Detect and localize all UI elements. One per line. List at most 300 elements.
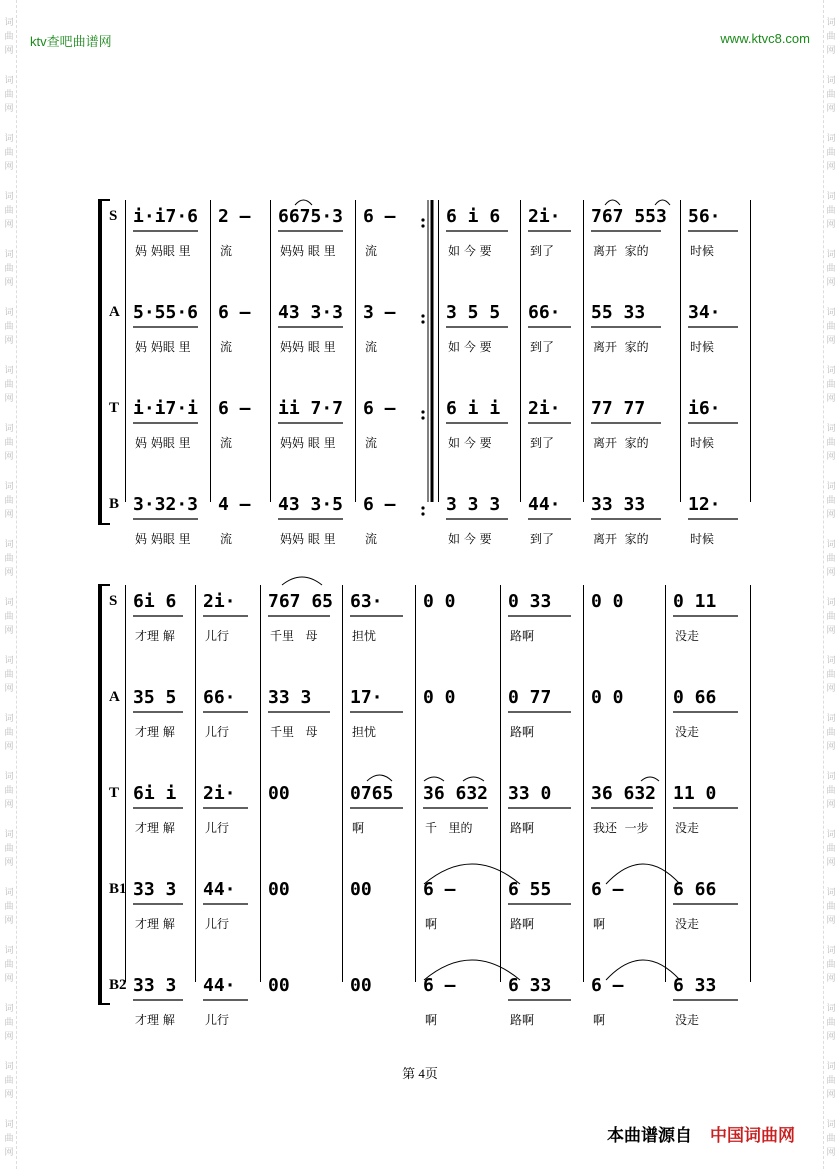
watermark-char: 曲	[826, 1134, 836, 1144]
watermark-char: 网	[4, 1090, 14, 1100]
watermark-char: 曲	[826, 554, 836, 564]
measure-lyric: 流	[220, 532, 233, 546]
measure-lyric: 千里 母	[270, 629, 318, 643]
measure-lyric: 儿行	[205, 629, 230, 643]
measure-lyric: 路啊	[510, 821, 535, 835]
measure-notes: 5·55·6	[133, 302, 199, 323]
measure-lyric: 没走	[675, 1013, 700, 1027]
watermark-char: 词	[826, 830, 836, 840]
watermark-char: 词	[4, 366, 14, 376]
watermark-char: 曲	[826, 264, 836, 274]
watermark-char: 网	[4, 394, 14, 404]
measure-lyric: 流	[365, 340, 378, 354]
watermark-char: 词	[826, 540, 836, 550]
slur	[295, 200, 312, 205]
part-label: T	[109, 400, 120, 416]
watermark-char: 词	[4, 1004, 14, 1014]
watermark-char: 网	[4, 916, 14, 926]
system-bracket	[98, 585, 102, 1004]
slur	[282, 577, 322, 585]
measure-notes: 2i·	[528, 206, 561, 227]
repeat-dot	[421, 416, 424, 419]
watermark-char: 网	[4, 452, 14, 462]
watermark-char: 网	[4, 220, 14, 230]
measure-notes: 00	[350, 975, 372, 996]
measure-notes: 33 33	[591, 494, 646, 515]
watermark-char: 网	[826, 568, 836, 578]
barline	[750, 585, 751, 982]
watermark-char: 词	[826, 598, 836, 608]
measure-notes: 6675·3	[278, 206, 344, 227]
barline	[342, 585, 343, 982]
watermark-char: 网	[826, 278, 836, 288]
measure-notes: 6i 6	[133, 591, 177, 612]
measure-lyric: 如 今 要	[448, 244, 492, 258]
watermark-char: 词	[826, 1004, 836, 1014]
measure-notes: 3 3 3	[446, 494, 501, 515]
measure-notes: 66·	[203, 687, 236, 708]
measure-lyric: 离开 家的	[593, 532, 649, 546]
measure-notes: ii 7·7	[278, 398, 344, 419]
part-label: S	[109, 208, 118, 224]
measure-notes: i·i7·6	[133, 206, 199, 227]
measure-notes: 0 77	[508, 687, 552, 708]
watermark-char: 词	[826, 946, 836, 956]
watermark-char: 词	[4, 308, 14, 318]
watermark-char: 词	[826, 424, 836, 434]
watermark-char: 曲	[4, 728, 14, 738]
watermark-char: 词	[826, 250, 836, 260]
watermark-char: 曲	[826, 1018, 836, 1028]
credit-site-link[interactable]: 中国词曲网	[710, 1126, 795, 1146]
measure-notes: 00	[268, 975, 290, 996]
measure-notes: 43 3·3	[278, 302, 344, 323]
measure-lyric: 路啊	[510, 725, 535, 739]
watermark-char: 网	[826, 1148, 836, 1158]
watermark-char: 词	[826, 656, 836, 666]
measure-notes: 6 –	[363, 398, 396, 419]
source-credit	[607, 1121, 795, 1146]
watermark-char: 曲	[4, 1076, 14, 1086]
part-label: A	[109, 304, 120, 320]
watermark-char: 曲	[4, 496, 14, 506]
watermark-char: 词	[4, 772, 14, 782]
measure-lyric: 路啊	[510, 629, 535, 643]
measure-notes: 36 632	[591, 783, 657, 804]
watermark-char: 曲	[4, 902, 14, 912]
part-label: S	[109, 593, 118, 609]
measure-lyric: 千里 母	[270, 725, 318, 739]
barline	[125, 585, 126, 982]
barline	[195, 585, 196, 982]
watermark-right	[823, 0, 838, 1169]
watermark-char: 曲	[826, 844, 836, 854]
watermark-char: 曲	[826, 438, 836, 448]
measure-notes: 44·	[203, 879, 236, 900]
barline	[583, 585, 584, 982]
watermark-char: 曲	[826, 322, 836, 332]
measure-notes: 6 –	[363, 494, 396, 515]
watermark-char: 网	[826, 162, 836, 172]
watermark-char: 词	[4, 714, 14, 724]
site-name-left[interactable]: ktv查吧曲谱网	[30, 34, 112, 49]
watermark-char: 词	[4, 656, 14, 666]
watermark-char: 网	[4, 104, 14, 114]
measure-notes: 63·	[350, 591, 383, 612]
measure-notes: 00	[268, 879, 290, 900]
watermark-char: 词	[4, 250, 14, 260]
watermark-char: 曲	[4, 438, 14, 448]
measure-lyric: 千 里的	[425, 821, 473, 835]
measure-notes: 0765	[350, 783, 394, 804]
watermark-char: 网	[826, 1032, 836, 1042]
measure-notes: 12·	[688, 494, 721, 515]
measure-notes: 0 0	[423, 687, 456, 708]
watermark-char: 网	[4, 278, 14, 288]
barline	[680, 200, 681, 502]
measure-notes: 33 3	[268, 687, 312, 708]
measure-lyric: 到了	[530, 436, 555, 450]
measure-lyric: 啊	[425, 1013, 438, 1027]
repeat-dot	[421, 320, 424, 323]
measure-notes: 43 3·5	[278, 494, 344, 515]
measure-notes: 00	[350, 879, 372, 900]
measure-lyric: 如 今 要	[448, 436, 492, 450]
watermark-char: 词	[4, 946, 14, 956]
watermark-char: 曲	[4, 322, 14, 332]
repeat-dot	[421, 410, 424, 413]
measure-lyric: 路啊	[510, 1013, 535, 1027]
measure-lyric: 才理 解	[135, 917, 175, 931]
measure-lyric: 没走	[675, 725, 700, 739]
measure-notes: 33 0	[508, 783, 552, 804]
watermark-char: 词	[4, 540, 14, 550]
slur	[463, 777, 484, 781]
watermark-char: 词	[4, 598, 14, 608]
measure-lyric: 到了	[530, 340, 555, 354]
measure-notes: 36 632	[423, 783, 489, 804]
watermark-char: 曲	[826, 786, 836, 796]
measure-notes: 767 65	[268, 591, 334, 612]
measure-lyric: 没走	[675, 629, 700, 643]
measure-lyric: 流	[220, 340, 233, 354]
watermark-char: 曲	[4, 32, 14, 42]
measure-lyric: 妈妈 眼 里	[280, 532, 336, 546]
measure-notes: 3 –	[363, 302, 396, 323]
watermark-char: 网	[826, 46, 836, 56]
measure-notes: 6 55	[508, 879, 552, 900]
repeat-dot	[421, 314, 424, 317]
measure-notes: 2i·	[203, 591, 236, 612]
watermark-char: 曲	[4, 844, 14, 854]
part-label: A	[109, 689, 120, 705]
watermark-char: 网	[4, 510, 14, 520]
watermark-char: 网	[4, 1032, 14, 1042]
watermark-char: 词	[4, 482, 14, 492]
measure-lyric: 离开 家的	[593, 340, 649, 354]
barline	[583, 200, 584, 502]
page-number: 第 4页	[402, 1066, 438, 1081]
measure-lyric: 啊	[352, 821, 365, 835]
measure-lyric: 才理 解	[135, 629, 175, 643]
watermark-char: 曲	[826, 32, 836, 42]
measure-notes: 6 –	[218, 398, 251, 419]
barline	[210, 200, 211, 502]
watermark-char: 词	[4, 1062, 14, 1072]
watermark-char: 网	[4, 800, 14, 810]
measure-notes: 2i·	[528, 398, 561, 419]
measure-notes: 6 –	[218, 302, 251, 323]
watermark-char: 曲	[4, 206, 14, 216]
measure-lyric: 没走	[675, 821, 700, 835]
measure-lyric: 时候	[690, 532, 715, 546]
watermark-char: 网	[826, 800, 836, 810]
watermark-char: 词	[826, 772, 836, 782]
measure-lyric: 时候	[690, 340, 715, 354]
measure-lyric: 妈妈 眼 里	[280, 244, 336, 258]
watermark-char: 词	[4, 888, 14, 898]
watermark-char: 曲	[826, 206, 836, 216]
watermark-char: 词	[826, 482, 836, 492]
measure-notes: 6 –	[363, 206, 396, 227]
measure-notes: 6 33	[508, 975, 552, 996]
measure-notes: 6 –	[591, 975, 624, 996]
watermark-char: 网	[826, 510, 836, 520]
site-url-right[interactable]: www.ktvc8.com	[720, 31, 810, 46]
measure-notes: 55 33	[591, 302, 646, 323]
watermark-char: 曲	[4, 148, 14, 158]
system-bracket	[98, 200, 102, 524]
measure-notes: 33 3	[133, 975, 177, 996]
watermark-char: 网	[826, 858, 836, 868]
barline	[415, 585, 416, 982]
slur	[424, 777, 444, 781]
barline	[355, 200, 356, 502]
measure-lyric: 妈妈 眼 里	[280, 436, 336, 450]
barline	[260, 585, 261, 982]
watermark-char: 网	[826, 104, 836, 114]
measure-lyric: 才理 解	[135, 1013, 175, 1027]
measure-notes: 00	[268, 783, 290, 804]
measure-notes: 77 77	[591, 398, 646, 419]
watermark-char: 词	[826, 192, 836, 202]
watermark-char: 网	[826, 452, 836, 462]
measure-lyric: 妈 妈眼 里	[135, 532, 191, 546]
repeat-dot	[421, 218, 424, 221]
watermark-char: 曲	[4, 380, 14, 390]
measure-lyric: 妈 妈眼 里	[135, 436, 191, 450]
watermark-char: 网	[4, 46, 14, 56]
watermark-char: 网	[826, 742, 836, 752]
part-label: B	[109, 496, 120, 512]
measure-lyric: 路啊	[510, 917, 535, 931]
part-label: B2	[109, 977, 127, 993]
measure-notes: 0 0	[423, 591, 456, 612]
watermark-char: 词	[4, 76, 14, 86]
measure-lyric: 儿行	[205, 1013, 230, 1027]
watermark-char: 词	[4, 424, 14, 434]
measure-lyric: 没走	[675, 917, 700, 931]
watermark-char: 网	[4, 568, 14, 578]
slur	[605, 200, 620, 205]
measure-lyric: 到了	[530, 244, 555, 258]
watermark-char: 曲	[826, 148, 836, 158]
slur	[655, 200, 670, 205]
barline	[500, 585, 501, 982]
measure-notes: 6i i	[133, 783, 177, 804]
measure-notes: 0 66	[673, 687, 717, 708]
watermark-char: 曲	[4, 554, 14, 564]
watermark-char: 网	[4, 1148, 14, 1158]
measure-notes: 44·	[203, 975, 236, 996]
measure-lyric: 时候	[690, 244, 715, 258]
measure-notes: 2 –	[218, 206, 251, 227]
watermark-char: 词	[826, 714, 836, 724]
measure-notes: 66·	[528, 302, 561, 323]
watermark-char: 网	[826, 394, 836, 404]
measure-lyric: 流	[220, 436, 233, 450]
measure-lyric: 儿行	[205, 917, 230, 931]
measure-notes: 3·32·3	[133, 494, 199, 515]
watermark-char: 网	[826, 684, 836, 694]
watermark-char: 曲	[826, 496, 836, 506]
barline	[125, 200, 126, 502]
watermark-char: 词	[4, 18, 14, 28]
measure-lyric: 儿行	[205, 821, 230, 835]
measure-notes: 35 5	[133, 687, 177, 708]
measure-notes: 11 0	[673, 783, 717, 804]
watermark-char: 曲	[826, 902, 836, 912]
slur	[367, 775, 392, 781]
measure-lyric: 担忧	[352, 725, 377, 739]
watermark-char: 网	[826, 626, 836, 636]
watermark-char: 曲	[4, 90, 14, 100]
measure-lyric: 到了	[530, 532, 555, 546]
watermark-char: 曲	[826, 728, 836, 738]
measure-notes: i6·	[688, 398, 721, 419]
watermark-char: 网	[4, 974, 14, 984]
watermark-char: 词	[826, 308, 836, 318]
watermark-char: 曲	[4, 264, 14, 274]
watermark-char: 词	[4, 1120, 14, 1130]
measure-lyric: 妈 妈眼 里	[135, 244, 191, 258]
watermark-char: 网	[826, 1090, 836, 1100]
measure-lyric: 担忧	[352, 629, 377, 643]
watermark-char: 词	[826, 366, 836, 376]
watermark-char: 曲	[826, 380, 836, 390]
barline	[750, 200, 751, 502]
watermark-char: 网	[4, 742, 14, 752]
watermark-char: 曲	[4, 670, 14, 680]
watermark-char: 曲	[826, 612, 836, 622]
measure-notes: 6 –	[591, 879, 624, 900]
part-label: T	[109, 785, 120, 801]
watermark-char: 网	[826, 336, 836, 346]
measure-notes: 2i·	[203, 783, 236, 804]
measure-notes: 767 553	[591, 206, 667, 227]
measure-notes: 34·	[688, 302, 721, 323]
measure-lyric: 如 今 要	[448, 340, 492, 354]
slur	[641, 777, 659, 781]
part-label: B1	[109, 881, 127, 897]
watermark-char: 词	[826, 134, 836, 144]
watermark-char: 曲	[826, 90, 836, 100]
measure-notes: 4 –	[218, 494, 251, 515]
repeat-dot	[421, 506, 424, 509]
watermark-char: 网	[4, 626, 14, 636]
measure-lyric: 流	[365, 436, 378, 450]
measure-lyric: 妈妈 眼 里	[280, 340, 336, 354]
watermark-char: 曲	[4, 960, 14, 970]
measure-lyric: 妈 妈眼 里	[135, 340, 191, 354]
measure-lyric: 啊	[593, 917, 606, 931]
repeat-dot	[421, 224, 424, 227]
measure-lyric: 我还 一步	[593, 821, 649, 835]
barline	[665, 585, 666, 982]
watermark-char: 词	[4, 830, 14, 840]
watermark-char: 曲	[826, 670, 836, 680]
measure-notes: 56·	[688, 206, 721, 227]
watermark-char: 词	[4, 192, 14, 202]
measure-notes: 0 11	[673, 591, 717, 612]
watermark-char: 网	[4, 684, 14, 694]
measure-notes: 6 –	[423, 975, 456, 996]
barline	[270, 200, 271, 502]
barline	[520, 200, 521, 502]
measure-lyric: 啊	[425, 917, 438, 931]
watermark-char: 网	[4, 162, 14, 172]
measure-lyric: 流	[365, 244, 378, 258]
measure-lyric: 离开 家的	[593, 244, 649, 258]
measure-lyric: 时候	[690, 436, 715, 450]
watermark-char: 网	[826, 974, 836, 984]
measure-lyric: 才理 解	[135, 821, 175, 835]
watermark-char: 曲	[4, 1018, 14, 1028]
measure-notes: 0 0	[591, 687, 624, 708]
watermark-char: 曲	[4, 1134, 14, 1144]
measure-notes: 44·	[528, 494, 561, 515]
measure-notes: 0 33	[508, 591, 552, 612]
watermark-char: 网	[826, 220, 836, 230]
credit-text: 本曲谱源自	[607, 1126, 692, 1146]
measure-notes: i·i7·i	[133, 398, 199, 419]
measure-lyric: 流	[365, 532, 378, 546]
watermark-char: 曲	[826, 960, 836, 970]
measure-notes: 0 0	[591, 591, 624, 612]
measure-notes: 6 33	[673, 975, 717, 996]
watermark-char: 曲	[826, 1076, 836, 1086]
measure-notes: 6 –	[423, 879, 456, 900]
measure-lyric: 才理 解	[135, 725, 175, 739]
measure-notes: 17·	[350, 687, 383, 708]
repeat-dot	[421, 512, 424, 515]
watermark-char: 网	[826, 916, 836, 926]
watermark-left	[2, 0, 17, 1169]
watermark-char: 曲	[4, 786, 14, 796]
watermark-char: 词	[826, 18, 836, 28]
watermark-char: 词	[826, 888, 836, 898]
watermark-char: 词	[826, 1062, 836, 1072]
watermark-char: 词	[4, 134, 14, 144]
measure-notes: 6 66	[673, 879, 717, 900]
watermark-char: 网	[4, 858, 14, 868]
watermark-char: 曲	[4, 612, 14, 622]
measure-lyric: 儿行	[205, 725, 230, 739]
measure-notes: 3 5 5	[446, 302, 501, 323]
measure-lyric: 如 今 要	[448, 532, 492, 546]
measure-lyric: 离开 家的	[593, 436, 649, 450]
barline	[438, 200, 439, 502]
